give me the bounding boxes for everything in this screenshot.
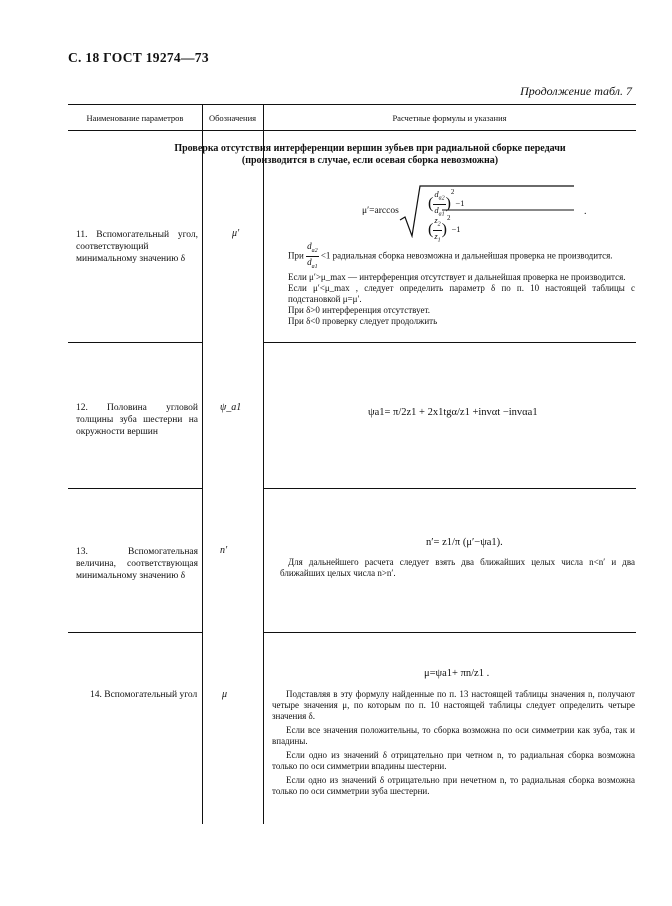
row-14-formula: μ=ψa1+ πn/z1 . bbox=[424, 668, 490, 679]
row-11-note-3: Если μ′<μ_max , следует определить параметр δ по п. 10 настоящей таблицы с подстановкой μ=μ′. bbox=[288, 282, 635, 304]
row-14-symbol: μ bbox=[222, 689, 228, 700]
row-separator-1b bbox=[263, 342, 636, 343]
row-11-note-1: При $\frac{d_{a2}}{d_{a1}}$ <1 радиальная сборка невозможна и дальнейшая проверка не производится. bbox=[288, 241, 613, 270]
table-continuation-label: Продолжение табл. 7 bbox=[520, 84, 632, 98]
row-14-note-1: Подставляя в эту формулу найденные по п. 13 настоящей таблицы значения n, получают четыре значения μ, по которым по п. 10 настоящей таблицы следует определить четыре значения δ. bbox=[272, 689, 635, 721]
column-divider-2 bbox=[263, 104, 264, 824]
sqrt-sign-icon bbox=[398, 184, 578, 238]
row-separator-3 bbox=[68, 632, 202, 633]
row-11-formula-lhs: μ′=arccos bbox=[362, 206, 399, 216]
row-11-notes bbox=[288, 241, 635, 327]
row-separator-2 bbox=[68, 488, 202, 489]
row-11-denominator: ( $\frac{z_2}{z_1}$ )$^2$−1 bbox=[428, 214, 461, 244]
row-11-note-4: При δ>0 интерференция отсутствует. bbox=[288, 304, 430, 315]
page-title: С. 18 ГОСТ 19274—73 bbox=[68, 50, 209, 65]
d-a2-top: $d_{a2}$ bbox=[433, 189, 445, 205]
row-13-name: 13. Вспомогательная величина, соответствующая минимальному значению δ bbox=[76, 547, 198, 581]
row-11-formula-end: . bbox=[584, 206, 587, 217]
row-13-symbol: n′ bbox=[220, 545, 228, 556]
row-13-note: Для дальнейшего расчета следует взять два ближайших целых числа n<n′ и два ближайших целых числа n>n′. bbox=[280, 557, 635, 578]
row-12-name: 12. Половина угловой толщины зуба шестерни на окружности вершин bbox=[76, 403, 198, 437]
row-11-minus-bottom: −1 bbox=[451, 224, 461, 235]
d-a1-top: $d_{a1}$ bbox=[434, 204, 445, 218]
section-title bbox=[140, 143, 600, 167]
row-11-name: 11. Вспомогательный угол, соответствующий минимальному значению δ bbox=[76, 230, 198, 264]
table-top-rule bbox=[68, 104, 636, 105]
row-11-note-5: При δ<0 проверку следует продолжить bbox=[288, 315, 438, 326]
row-14-name: 14. Вспомогательный угол bbox=[90, 690, 198, 700]
row-14-notes bbox=[272, 689, 635, 797]
table-header-rule bbox=[68, 130, 636, 131]
row-14-note-2: Если все значения положительны, то сборка возможна по оси симметрии как зуба, так и впадины. bbox=[272, 725, 635, 746]
row-13-formula: n′= z1/π (μ′−ψa1). bbox=[426, 537, 503, 548]
column-header-symbol: Обозначения bbox=[208, 113, 257, 123]
row-12-symbol: ψ_a1 bbox=[220, 402, 242, 413]
row-12-formula: ψa1= π/2z1 + 2x1tgα/z1 +invαt −invαa1 bbox=[368, 407, 538, 418]
row-separator-2b bbox=[263, 488, 636, 489]
row-11-numerator: ( $\frac{d_{a2}}{d_{a1}}$ )$^2$−1 bbox=[428, 188, 465, 218]
row-14-note-4: Если одно из значений δ отрицательно при нечетном n, то радиальная сборка возможна только по оси симметрии зуба шестерни. bbox=[272, 775, 635, 796]
z2-bottom: $z_2$ bbox=[433, 215, 441, 231]
row-11-symbol: μ′ bbox=[232, 228, 240, 239]
section-title-line1: Проверка отсутствия интерференции вершин зубьев при радиальной сборке передачи bbox=[174, 143, 566, 154]
column-divider-1 bbox=[202, 104, 203, 824]
row-11-note-2: Если μ′>μ_max — интерференция отсутствует и дальнейшая проверка не производится. bbox=[288, 271, 626, 282]
row-11-minus-top: −1 bbox=[455, 198, 465, 209]
z1-bottom: $z_1$ bbox=[434, 230, 441, 244]
row-14-note-3: Если одно из значений δ отрицательно при четном n, то радиальная сборка возможна только по оси симметрии впадины шестерни. bbox=[272, 750, 635, 771]
section-title-line2: (производится в случае, если осевая сборка невозможна) bbox=[241, 155, 499, 166]
row-separator-1 bbox=[68, 342, 202, 343]
column-header-name: Наименование параметров bbox=[86, 113, 184, 123]
row-separator-3b bbox=[263, 632, 636, 633]
column-header-formula: Расчетные формулы и указания bbox=[392, 113, 507, 123]
